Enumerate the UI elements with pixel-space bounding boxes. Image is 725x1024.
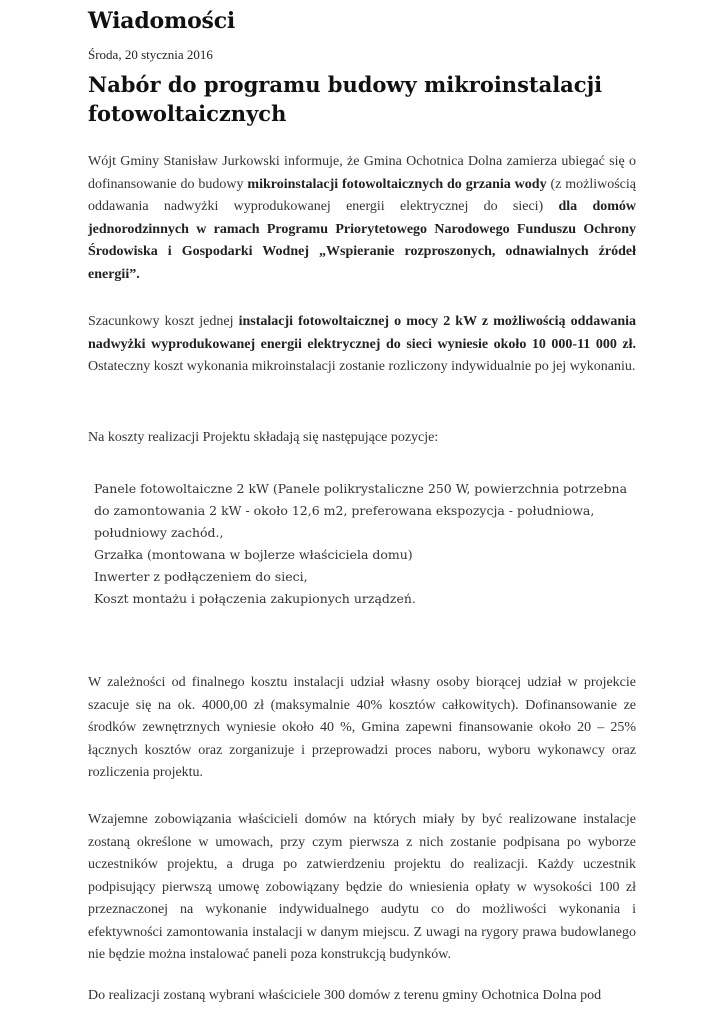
list-item: Inwerter z podłączeniem do sieci,	[94, 569, 308, 584]
paragraph-intro	[88, 151, 636, 286]
paragraph-cost	[88, 311, 636, 379]
article-title: Nabór do programu budowy mikroinstalacji fotowoltaicznych	[88, 72, 603, 126]
paragraph-selection: Do realizacji zostaną wybrani właściciele 300 domów z terenu gminy Ochotnica Dolna pod	[88, 988, 602, 1003]
list-item: Panele fotowoltaiczne 2 kW (Panele polikrystaliczne 250 W, powierzchnia potrzebna do zamontowania 2 kW - około 12,6 m2, preferowana ekspozycja - południowa, południowy zachód.,	[94, 481, 628, 540]
site-title[interactable]: Wiadomości	[88, 8, 236, 34]
list-item: Grzałka (montowana w bojlerze właściciela domu)	[94, 547, 413, 562]
paragraph-text: Ostateczny koszt wykonania mikroinstalacji zostanie rozliczony indywidualnie po jej wykonaniu.	[88, 359, 636, 374]
paragraph-text: Wójt Gminy Stanisław Jurkowski informuje, że Gmina Ochotnica Dolna zamierza ubiegać się o dofinansowanie do budowy	[88, 154, 636, 192]
paragraph-bold-text: dla domów jednorodzinnych w ramach Programu Priorytetowego Narodowego Funduszu Ochrony Środowiska i Gospodarki Wodnej „Wspieranie rozproszonych, odnawialnych źródeł energii”.	[88, 199, 637, 282]
list-item: Koszt montażu i połączenia zakupionych urządzeń.	[94, 591, 416, 606]
cost-items-list	[94, 478, 636, 610]
paragraph-bold-text: mikroinstalacji fotowoltaicznych do grzania wody	[247, 176, 547, 192]
paragraph-costs-intro: Na koszty realizacji Projektu składają się następujące pozycje:	[88, 430, 439, 445]
paragraph-text: (z możliwością oddawania nadwyżki wyprodukowanej energii elektrycznej do sieci)	[88, 176, 636, 214]
paragraph-financing: W zależności od finalnego kosztu instalacji udział własny osoby biorącej udział w projekcie szacuje się na ok. 4000,00 zł (maksymalnie 40% kosztów całkowitych). Dofinansowanie ze środków zewnętrznych wyniesie około 40 %, Gmina zapewni finansowanie około 20 – 25% łącznych kosztów oraz zorganizuje i przeprowadzi proces naboru, wyboru wykonawcy oraz rozliczenia projektu.	[88, 675, 636, 780]
article-date: Środa, 20 stycznia 2016	[88, 47, 213, 62]
paragraph-obligations: Wzajemne zobowiązania właścicieli domów na których miały by być realizowane instalacje zostaną określone w umowach, przy czym pierwsza z nich zostanie podpisana po wyborze uczestników projektu, a druga po zatwierdzeniu projektu do realizacji. Każdy uczestnik podpisujący pierwszą umowę zobowiązany będzie do wniesienia opłaty w wysokości 100 zł przeznaczonej na wykonanie indywidualnego audytu co do możliwości wykonania i efektywności zamontowania instalacji w danym miejscu. Z uwagi na rygory prawa budowlanego nie będzie można instalować paneli poza konstrukcją budynków.	[88, 812, 636, 962]
paragraph-text: Szacunkowy koszt jednej	[88, 314, 239, 329]
paragraph-bold-text: instalacji fotowoltaicznej o mocy 2 kW z możliwością oddawania nadwyżki wyprodukowanej energii elektrycznej do sieci wyniesie około 10 000-11 000 zł.	[88, 314, 637, 352]
